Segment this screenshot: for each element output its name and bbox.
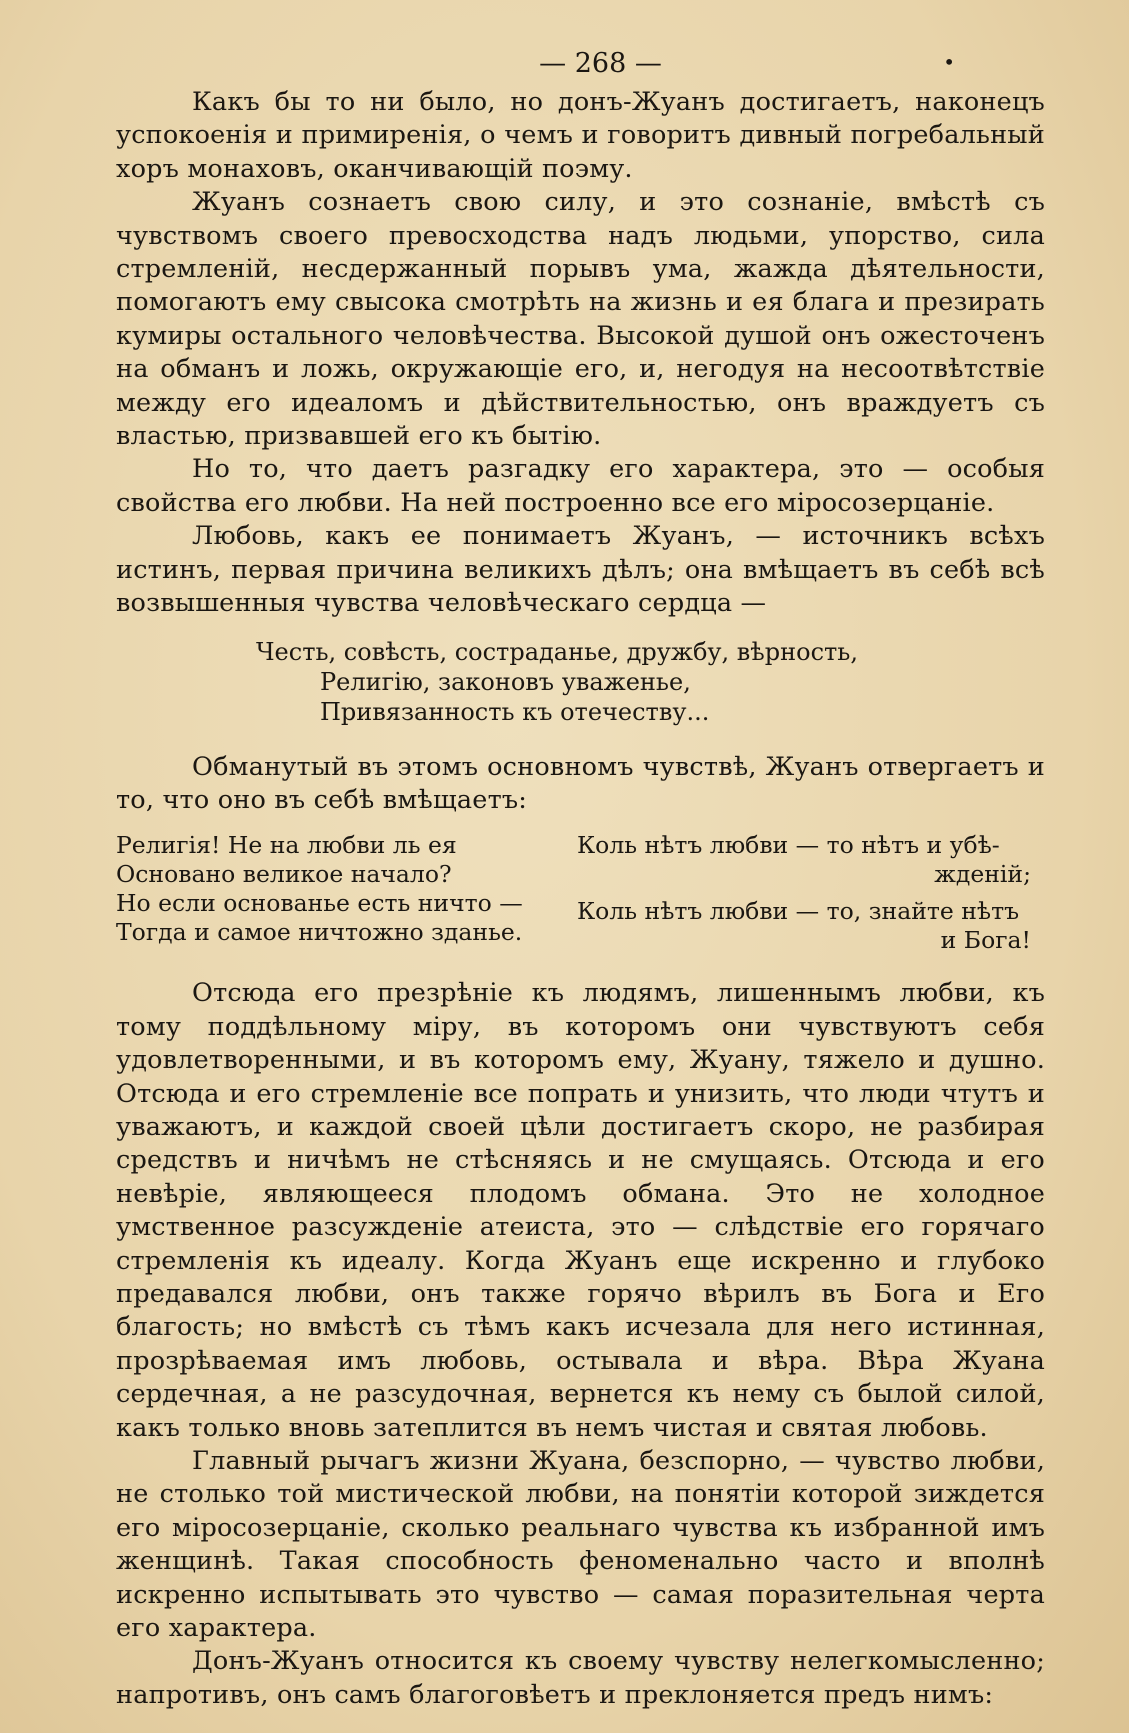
poem-line: Основано великое начало? [116, 860, 452, 889]
paragraph-5: Обманутый въ этомъ основномъ чувствѣ, Жуанъ отвергаетъ и то, что оно въ себѣ вмѣщаетъ: [116, 751, 1045, 815]
paragraph-4: Любовь, какъ ее понимаетъ Жуанъ, — источникъ всѣхъ истинъ, первая причина великихъ дѣлъ; она вмѣщаетъ въ себѣ всѣ возвышенныя чувства человѣческаго сердца — [116, 521, 1045, 619]
poem-line: Честь, совѣсть, состраданье, дружбу, вѣрность, [256, 637, 858, 666]
poem-line: и Бога! [940, 926, 1031, 955]
poem-quote-2 [116, 831, 1045, 955]
poem-quote-1 [256, 637, 1045, 727]
paragraph-3: Но то, что даетъ разгадку его характера, это — особыя свойства его любви. На ней построенно все его міросозерцаніе. [116, 454, 1045, 518]
poem-line: Религія! Не на любви ль ея [116, 831, 457, 860]
paragraph-6: Отсюда его презрѣніе къ людямъ, лишеннымъ любви, къ тому поддѣльному міру, въ которомъ они чувствуютъ себя удовлетворенными, и въ которомъ ему, Жуану, тяжело и душно. Отсюда и его стремленіе все попрать и унизить, что люди чтутъ и уважаютъ, и каждой своей цѣли достигаетъ скоро, не разбирая средствъ и ничѣмъ не стѣсняясь и не смущаясь. Отсюда и его невѣріе, являющееся плодомъ обмана. Это не холодное умственное разсужденіе атеиста, это — слѣдствіе его горячаго стремленія къ идеалу. Когда Жуанъ еще искренно и глубоко предавался любви, онъ также горячо вѣрилъ въ Бога и Его благость; но вмѣстѣ съ тѣмъ какъ исчезала для него истинная, прозрѣваемая имъ любовь, остывала и вѣра. Вѣра Жуана сердечная, а не разсудочная, вернется къ нему съ былой силой, какъ только вновь затеплится въ немъ чистая и святая любовь. [116, 978, 1045, 1443]
poem-line: Привязанность къ отечеству... [320, 697, 710, 726]
paragraph-1: Какъ бы то ни было, но донъ-Жуанъ достигаетъ, наконецъ успокоенія и примиренія, о чемъ и говоритъ дивный погребальный хоръ монаховъ, оканчивающій поэму. [116, 87, 1045, 184]
poem-line: Религію, законовъ уваженье, [320, 667, 691, 696]
poem-line: Коль нѣтъ любви — то, знайте нѣтъ [577, 897, 1020, 926]
ink-dot: • [943, 50, 955, 74]
paragraph-7: Главный рычагъ жизни Жуана, безспорно, — чувство любви, не столько той мистической любви, на понятіи которой зиждется его міросозерцаніе, сколько реальнаго чувства къ избранной имъ женщинѣ. Такая способность феноменально часто и вполнѣ искренно испытывать это чувство — самая поразительная черта его характера. [116, 1446, 1045, 1644]
poem-line: Тогда и самое ничтожно зданье. [116, 918, 523, 947]
poem-right-column [577, 831, 1045, 955]
paragraph-8: Донъ-Жуанъ относится къ своему чувству нелегкомысленно; напротивъ, онъ самъ благоговѣетъ и преклоняется предъ нимъ: [116, 1646, 1045, 1710]
paragraph-2: Жуанъ сознаетъ свою силу, и это сознаніе, вмѣстѣ съ чувствомъ своего превосходства надъ людьми, упорство, сила стремленій, несдержанный порывъ ума, жажда дѣятельности, помогаютъ ему свысока смотрѣть на жизнь и ея блага и презирать кумиры остального человѣчества. Высокой душой онъ ожесточенъ на обманъ и ложь, окружающіе его, и, негодуя на несоотвѣтствіе между его идеаломъ и дѣйствительностью, онъ враждуетъ съ властью, призвавшей его къ бытію. [116, 187, 1045, 452]
poem-line: Коль нѣтъ любви — то нѣтъ и убѣ- [577, 831, 1000, 860]
poem-left-column [116, 831, 556, 955]
poem-line: жденій; [934, 860, 1031, 889]
page-number: — 268 — [539, 48, 662, 79]
poem-line: Но если основанье есть ничто — [116, 889, 523, 918]
